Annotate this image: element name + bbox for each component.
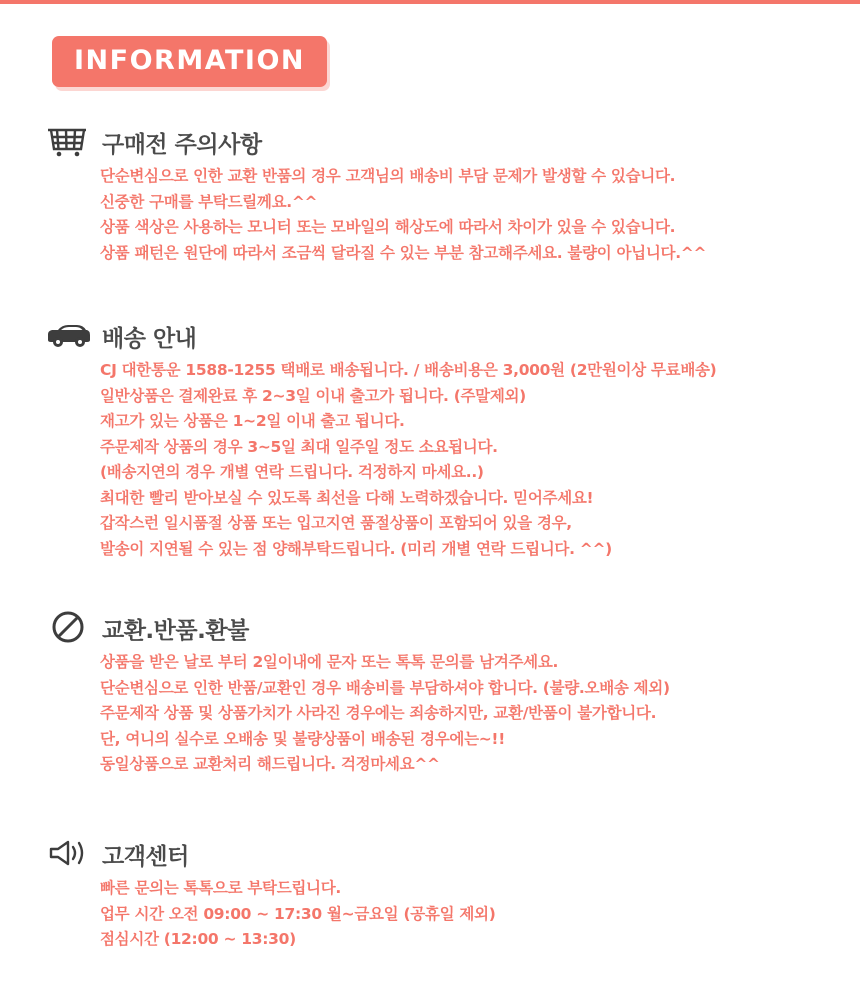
section-customer-center-line: 업무 시간 오전 09:00 ~ 17:30 월~금요일 (공휴일 제외) xyxy=(100,904,496,923)
section-exchange-line: 단순변심으로 인한 반품/교환인 경우 배송비를 부담하셔야 합니다. (불량.오배송 제외) xyxy=(100,678,670,697)
section-shipping-line: CJ 대한통운 1588-1255 택배로 배송됩니다. / 배송비용은 3,000원 (2만원이상 무료배송) xyxy=(100,361,717,379)
section-customer-center-line: 빠른 문의는 톡톡으로 부탁드립니다. xyxy=(100,879,341,897)
section-customer-center-title: 고객센터 xyxy=(102,844,189,870)
section-shipping-body xyxy=(100,358,844,562)
section-shipping-line: 최대한 빨리 받아보실 수 있도록 최선을 다해 노력하겠습니다. 믿어주세요! xyxy=(100,488,594,507)
section-caution-header xyxy=(44,124,844,158)
prohibition-icon xyxy=(44,610,92,644)
section-customer-center-header xyxy=(44,836,844,870)
information-badge: INFORMATION xyxy=(52,36,327,87)
section-caution-line: 신중한 구매를 부탁드릴께요.^^ xyxy=(100,192,318,211)
section-exchange-line: 상품을 받은 날로 부터 2일이내에 문자 또는 톡톡 문의를 남겨주세요. xyxy=(100,653,559,671)
section-caution-body xyxy=(100,164,844,266)
section-exchange-line: 주문제작 상품 및 상품가치가 사라진 경우에는 죄송하지만, 교환/반품이 불가합니다. xyxy=(100,704,657,722)
section-shipping-line: 주문제작 상품의 경우 3~5일 최대 일주일 정도 소요됩니다. xyxy=(100,437,498,456)
section-shipping-line: 재고가 있는 상품은 1~2일 이내 출고 됩니다. xyxy=(100,412,405,430)
section-exchange-line: 단, 여니의 실수로 오배송 및 불량상품이 배송된 경우에는~!! xyxy=(100,729,505,748)
section-customer-center-line: 점심시간 (12:00 ~ 13:30) xyxy=(100,930,296,948)
top-accent-rule xyxy=(0,0,860,4)
section-shipping-header xyxy=(44,318,844,352)
section-customer-center-body xyxy=(100,876,844,953)
section-shipping-line: 발송이 지연될 수 있는 점 양해부탁드립니다. (미리 개별 연락 드립니다. ^^) xyxy=(100,539,612,558)
section-exchange xyxy=(44,610,844,778)
shopping-cart-icon xyxy=(44,124,92,158)
section-caution-line: 단순변심으로 인한 교환 반품의 경우 고객님의 배송비 부담 문제가 발생할 수 있습니다. xyxy=(100,167,676,185)
section-exchange-body xyxy=(100,650,844,778)
section-shipping-line: (배송지연의 경우 개별 연락 드립니다. 걱정하지 마세요..) xyxy=(100,463,484,481)
section-shipping-line: 갑작스런 일시품절 상품 또는 입고지연 품절상품이 포함되어 있을 경우, xyxy=(100,514,572,532)
section-shipping-title: 배송 안내 xyxy=(102,326,197,352)
section-shipping xyxy=(44,318,844,562)
section-exchange-header xyxy=(44,610,844,644)
section-shipping-line: 일반상품은 결제완료 후 2~3일 이내 출고가 됩니다. (주말제외) xyxy=(100,386,526,405)
section-caution-line: 상품 색상은 사용하는 모니터 또는 모바일의 해상도에 따라서 차이가 있을 수 있습니다. xyxy=(100,218,676,236)
section-caution-title: 구매전 주의사항 xyxy=(102,132,262,158)
section-caution-line: 상품 패턴은 원단에 따라서 조금씩 달라질 수 있는 부분 참고해주세요. 불량이 아닙니다.^^ xyxy=(100,243,707,262)
section-customer-center xyxy=(44,836,844,953)
section-caution xyxy=(44,124,844,266)
information-badge-wrapper xyxy=(52,36,327,87)
section-exchange-title: 교환.반품.환불 xyxy=(102,618,249,644)
delivery-car-icon xyxy=(44,318,92,352)
section-exchange-line: 동일상품으로 교환처리 해드립니다. 걱정마세요^^ xyxy=(100,755,440,773)
megaphone-icon xyxy=(44,836,92,870)
